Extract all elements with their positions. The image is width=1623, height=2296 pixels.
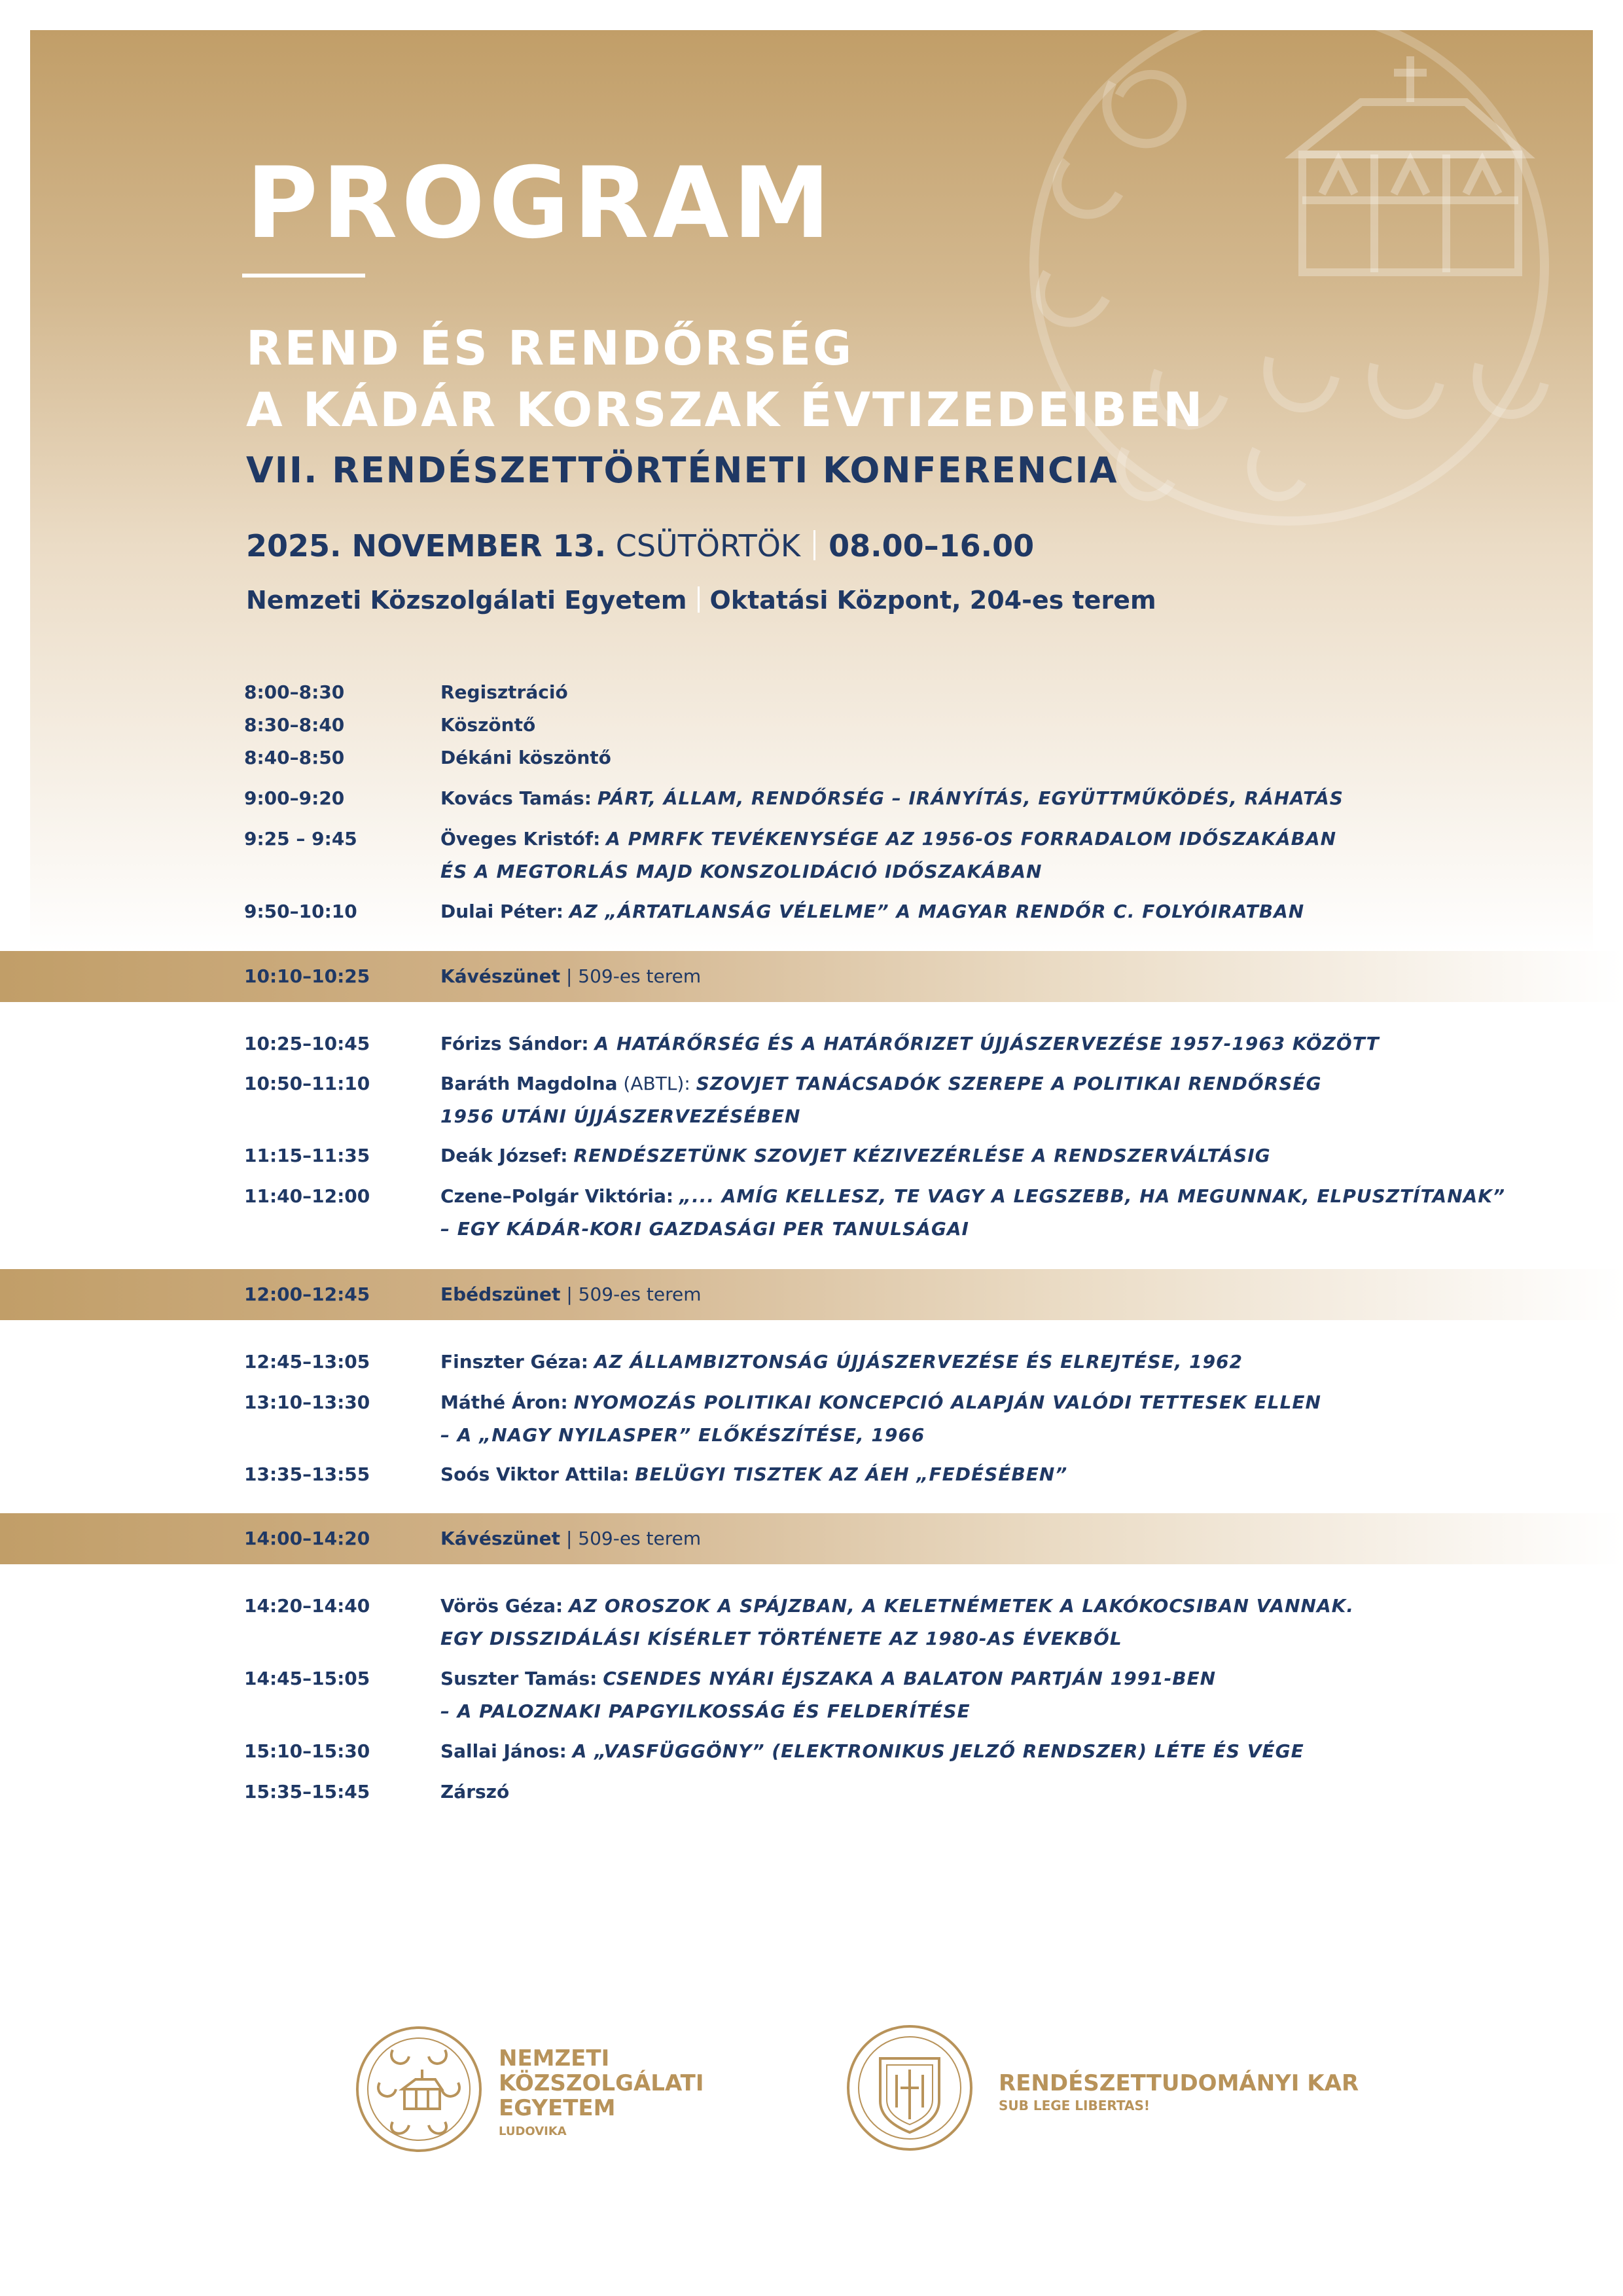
rtk-logo-text xyxy=(999,2071,1359,2115)
rtk-name: RENDÉSZETTUDOMÁNYI KAR xyxy=(999,2070,1359,2096)
conference-title: VII. RENDÉSZETTÖRTÉNETI KONFERENCIA xyxy=(246,450,1118,491)
nke-name-line-2: KÖZSZOLGÁLATI xyxy=(499,2070,704,2096)
row-time: 8:40–8:50 xyxy=(244,747,345,768)
speaker-name: Dulai Péter: xyxy=(440,901,563,922)
break-label: Kávészünet xyxy=(440,965,561,987)
row-label: Dékáni köszöntő xyxy=(440,747,611,768)
speaker-name: Finszter Géza: xyxy=(440,1351,588,1372)
row-time: 8:00–8:30 xyxy=(244,681,345,703)
talk-title-continued: ÉS A MEGTORLÁS MAJD KONSZOLIDÁCIÓ IDŐSZAKÁBAN xyxy=(440,861,1043,882)
nke-name-line-3: EGYETEM xyxy=(499,2095,616,2121)
speaker-name: Vörös Géza: xyxy=(440,1595,563,1617)
event-date: 2025. NOVEMBER 13. xyxy=(246,528,607,564)
speaker-name: Kovács Tamás: xyxy=(440,787,592,809)
row-label: Regisztráció xyxy=(440,681,568,703)
speaker-name: Sallai János: xyxy=(440,1740,567,1762)
row-time: 9:50–10:10 xyxy=(244,901,357,922)
break-time: 12:00–12:45 xyxy=(244,1283,370,1305)
talk-title: AZ „ÁRTATLANSÁG VÉLELME” A MAGYAR RENDŐR C. FOLYÓIRATBAN xyxy=(569,901,1305,922)
talk-title: A „VASFÜGGÖNY” (ELEKTRONIKUS JELZŐ RENDSZER) LÉTE ÉS VÉGE xyxy=(572,1740,1304,1762)
event-weekday: CSÜTÖRTÖK xyxy=(615,528,801,564)
talk-title: PÁRT, ÁLLAM, RENDŐRSÉG – IRÁNYÍTÁS, EGYÜTTMŰKÖDÉS, RÁHATÁS xyxy=(597,787,1344,809)
row-time: 13:10–13:30 xyxy=(244,1391,370,1413)
nke-emblem-logo xyxy=(353,2024,484,2155)
break-time: 10:10–10:25 xyxy=(244,965,370,987)
nke-logo-text xyxy=(499,2046,704,2143)
separator xyxy=(698,586,700,613)
speaker-name: Máthé Áron: xyxy=(440,1391,568,1413)
talk-title: AZ OROSZOK A SPÁJZBAN, A KELETNÉMETEK A LAKÓKOCSIBAN VANNAK. xyxy=(569,1595,1354,1617)
speaker-name: Baráth Magdolna xyxy=(440,1073,618,1094)
watermark-emblem xyxy=(1008,30,1593,593)
nke-subtitle: LUDOVIKA xyxy=(499,2125,567,2138)
row-time: 13:35–13:55 xyxy=(244,1463,370,1485)
row-time: 14:45–15:05 xyxy=(244,1668,370,1689)
speaker-name: Suszter Tamás: xyxy=(440,1668,597,1689)
date-line xyxy=(246,528,1035,564)
lunch-break-band xyxy=(0,1269,1623,1320)
break-room: | 509-es terem xyxy=(565,965,702,987)
talk-title: „... AMÍG KELLESZ, TE VAGY A LEGSZEBB, HA MEGUNNAK, ELPUSZTÍTANAK” xyxy=(679,1185,1506,1207)
talk-title-continued: 1956 UTÁNI ÚJJÁSZERVEZÉSÉBEN xyxy=(440,1105,801,1127)
venue-room: Oktatási Központ, 204-es terem xyxy=(709,586,1156,615)
break-room: | 509-es terem xyxy=(566,1283,702,1305)
coffee-break-band xyxy=(0,951,1623,1002)
row-time: 15:10–15:30 xyxy=(244,1740,370,1762)
event-time: 08.00–16.00 xyxy=(829,528,1035,564)
row-time: 11:40–12:00 xyxy=(244,1185,370,1207)
venue-line xyxy=(246,586,1156,613)
row-time: 10:25–10:45 xyxy=(244,1033,370,1054)
row-label: Köszöntő xyxy=(440,714,536,736)
talk-title: A PMRFK TEVÉKENYSÉGE AZ 1956-OS FORRADALOM IDŐSZAKÁBAN xyxy=(606,828,1337,850)
row-time: 9:25 – 9:45 xyxy=(244,828,357,850)
speaker-name: Soós Viktor Attila: xyxy=(440,1463,630,1485)
talk-title: BELÜGYI TISZTEK AZ ÁEH „FEDÉSÉBEN” xyxy=(635,1463,1068,1485)
talk-title: RENDÉSZETÜNK SZOVJET KÉZIVEZÉRLÉSE A RENDSZERVÁLTÁSIG xyxy=(573,1145,1271,1166)
row-time: 8:30–8:40 xyxy=(244,714,345,736)
talk-title: SZOVJET TANÁCSADÓK SZEREPE A POLITIKAI RENDŐRSÉG xyxy=(696,1073,1322,1094)
page-title: PROGRAM xyxy=(246,147,834,260)
speaker-affiliation: (ABTL): xyxy=(623,1073,690,1094)
coffee-break-band xyxy=(0,1513,1623,1564)
talk-title-continued: – A PALOZNAKI PAPGYILKOSSÁG ÉS FELDERÍTÉSE xyxy=(440,1700,971,1722)
talk-title: AZ ÁLLAMBIZTONSÁG ÚJJÁSZERVEZÉSE ÉS ELREJTÉSE, 1962 xyxy=(594,1351,1243,1372)
separator xyxy=(813,530,815,560)
break-room: | 509-es terem xyxy=(565,1528,702,1549)
subtitle-line-1: REND ÉS RENDŐRSÉG xyxy=(246,321,854,376)
row-time: 11:15–11:35 xyxy=(244,1145,370,1166)
speaker-name: Öveges Kristóf: xyxy=(440,828,601,850)
row-time: 12:45–13:05 xyxy=(244,1351,370,1372)
talk-title: NYOMOZÁS POLITIKAI KONCEPCIÓ ALAPJÁN VALÓDI TETTESEK ELLEN xyxy=(573,1391,1321,1413)
venue-institution: Nemzeti Közszolgálati Egyetem xyxy=(246,586,687,615)
row-time: 10:50–11:10 xyxy=(244,1073,370,1094)
break-time: 14:00–14:20 xyxy=(244,1528,370,1549)
speaker-name: Fórizs Sándor: xyxy=(440,1033,589,1054)
nke-name-line-1: NEMZETI xyxy=(499,2045,610,2072)
talk-title-continued: – EGY KÁDÁR-KORI GAZDASÁGI PER TANULSÁGAI xyxy=(440,1218,969,1240)
talk-title: CSENDES NYÁRI ÉJSZAKA A BALATON PARTJÁN 1991-BEN xyxy=(603,1668,1217,1689)
row-time: 15:35–15:45 xyxy=(244,1781,370,1803)
rtk-crest-logo xyxy=(844,2022,975,2153)
rtk-motto: SUB LEGE LIBERTAS! xyxy=(999,2098,1150,2113)
subtitle-line-2: A KÁDÁR KORSZAK ÉVTIZEDEIBEN xyxy=(246,382,1205,437)
talk-title-continued: EGY DISSZIDÁLÁSI KÍSÉRLET TÖRTÉNETE AZ 1980-AS ÉVEKBŐL xyxy=(440,1628,1122,1649)
break-label: Kávészünet xyxy=(440,1528,561,1549)
talk-title: A HATÁRŐRSÉG ÉS A HATÁRŐRIZET ÚJJÁSZERVEZÉSE 1957-1963 KÖZÖTT xyxy=(594,1033,1380,1054)
speaker-name: Deák József: xyxy=(440,1145,568,1166)
row-time: 9:00–9:20 xyxy=(244,787,345,809)
row-time: 14:20–14:40 xyxy=(244,1595,370,1617)
break-label: Ebédszünet xyxy=(440,1283,561,1305)
row-label: Zárszó xyxy=(440,1781,510,1803)
title-underline xyxy=(242,274,365,278)
talk-title-continued: – A „NAGY NYILASPER” ELŐKÉSZÍTÉSE, 1966 xyxy=(440,1424,925,1446)
speaker-name: Czene–Polgár Viktória: xyxy=(440,1185,674,1207)
